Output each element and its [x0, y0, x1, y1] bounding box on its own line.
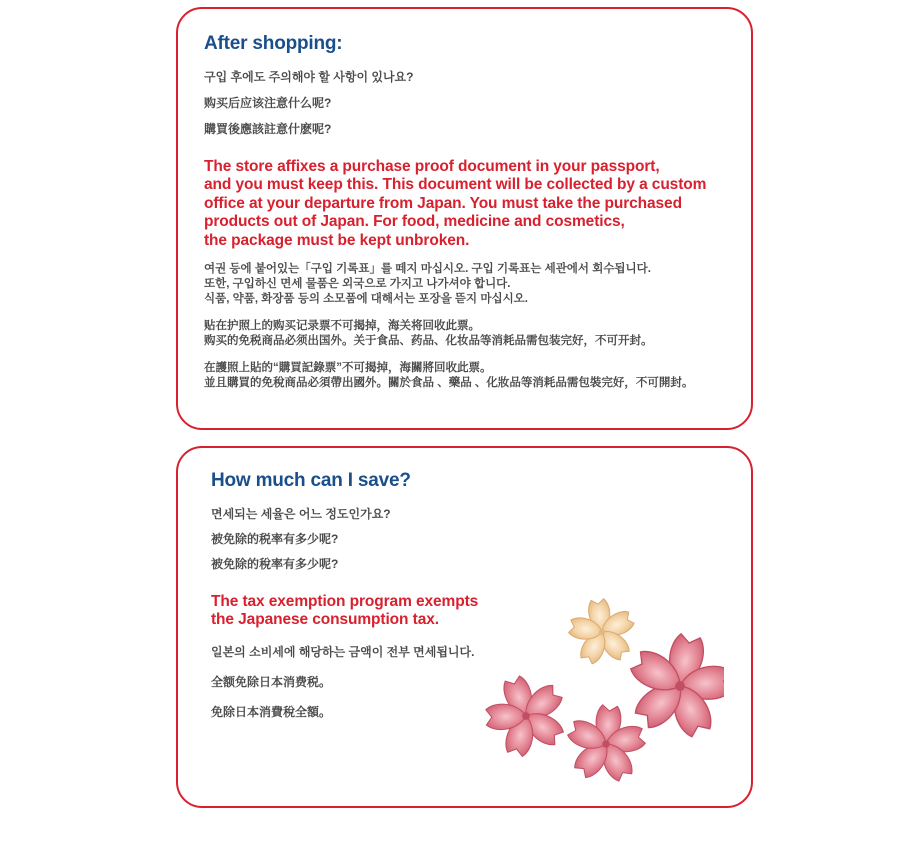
answer-line: office at your departure from Japan. You must take the purchased — [204, 194, 682, 212]
blossom-pink-left — [484, 664, 579, 768]
answer-chinese-traditional — [204, 361, 737, 391]
cherry-blossom-icon — [484, 594, 724, 794]
answer-line: the Japanese consumption tax. — [211, 611, 439, 629]
info-korean: 일본의 소비세에 해당하는 금액이 전부 면세됩니다. — [211, 644, 475, 659]
question-korean: 면세되는 세율은 어느 정도인가요? — [211, 507, 391, 521]
info-chinese-traditional: 免除日本消費稅全額。 — [211, 704, 332, 719]
answer-line: The tax exemption program exempts — [211, 593, 479, 610]
answer-chinese-simplified — [204, 319, 737, 349]
answer-korean — [204, 262, 737, 307]
korean-line: 또한, 구입하신 면세 물품은 외국으로 가지고 나가셔야 합니다. — [204, 278, 511, 291]
chinese-simplified-line: 购买的免税商品必须出国外。关于食品、药品、化妆品等消耗品需包装完好，不可开封。 — [204, 335, 653, 348]
chinese-traditional-line: 在護照上貼的“購買記錄票”不可揭掉，海關將回收此票。 — [204, 362, 492, 375]
blossom-pink-bottom — [562, 701, 651, 786]
answer-line: the package must be kept unbroken. — [204, 231, 470, 249]
question-chinese-simplified: 购买后应该注意什么呢? — [204, 96, 332, 110]
info-chinese-simplified: 全额免除日本消费税。 — [211, 674, 332, 689]
answer-line: products out of Japan. For food, medicine and cosmetics, — [204, 213, 625, 231]
after-shopping-panel — [176, 7, 753, 430]
chinese-simplified-line: 贴在护照上的购买记录票不可揭掉，海关将回收此票。 — [204, 320, 480, 333]
question-korean: 구입 후에도 주의해야 할 사항이 있나요? — [204, 70, 414, 84]
chinese-traditional-line: 並且購買的免稅商品必須帶出國外。關於食品 、藥品 、化妝品等消耗品需包裝完好，不可開封。 — [204, 377, 694, 390]
after-shopping-content — [204, 33, 737, 403]
question-chinese-traditional: 被免除的稅率有多少呢? — [211, 557, 339, 571]
korean-line: 식품, 약품, 화장품 등의 소모품에 대해서는 포장을 뜯지 마십시오. — [204, 293, 528, 306]
korean-line: 여권 등에 붙어있는「구입 기록표」를 떼지 마십시오. 구입 기록표는 세관에서 회수됩니다. — [204, 263, 651, 276]
question-chinese-traditional: 購買後應該註意什麽呢? — [204, 122, 332, 136]
question-chinese-simplified: 被免除的税率有多少呢? — [211, 532, 339, 546]
answer-english — [204, 158, 737, 250]
after-shopping-title: After shopping: — [204, 33, 343, 54]
answer-line: and you must keep this. This document will be collected by a custom — [204, 176, 707, 194]
answer-line: The store affixes a purchase proof document in your passport, — [204, 158, 660, 175]
blossom-cream — [563, 595, 640, 669]
how-much-title: How much can I save? — [211, 470, 411, 491]
